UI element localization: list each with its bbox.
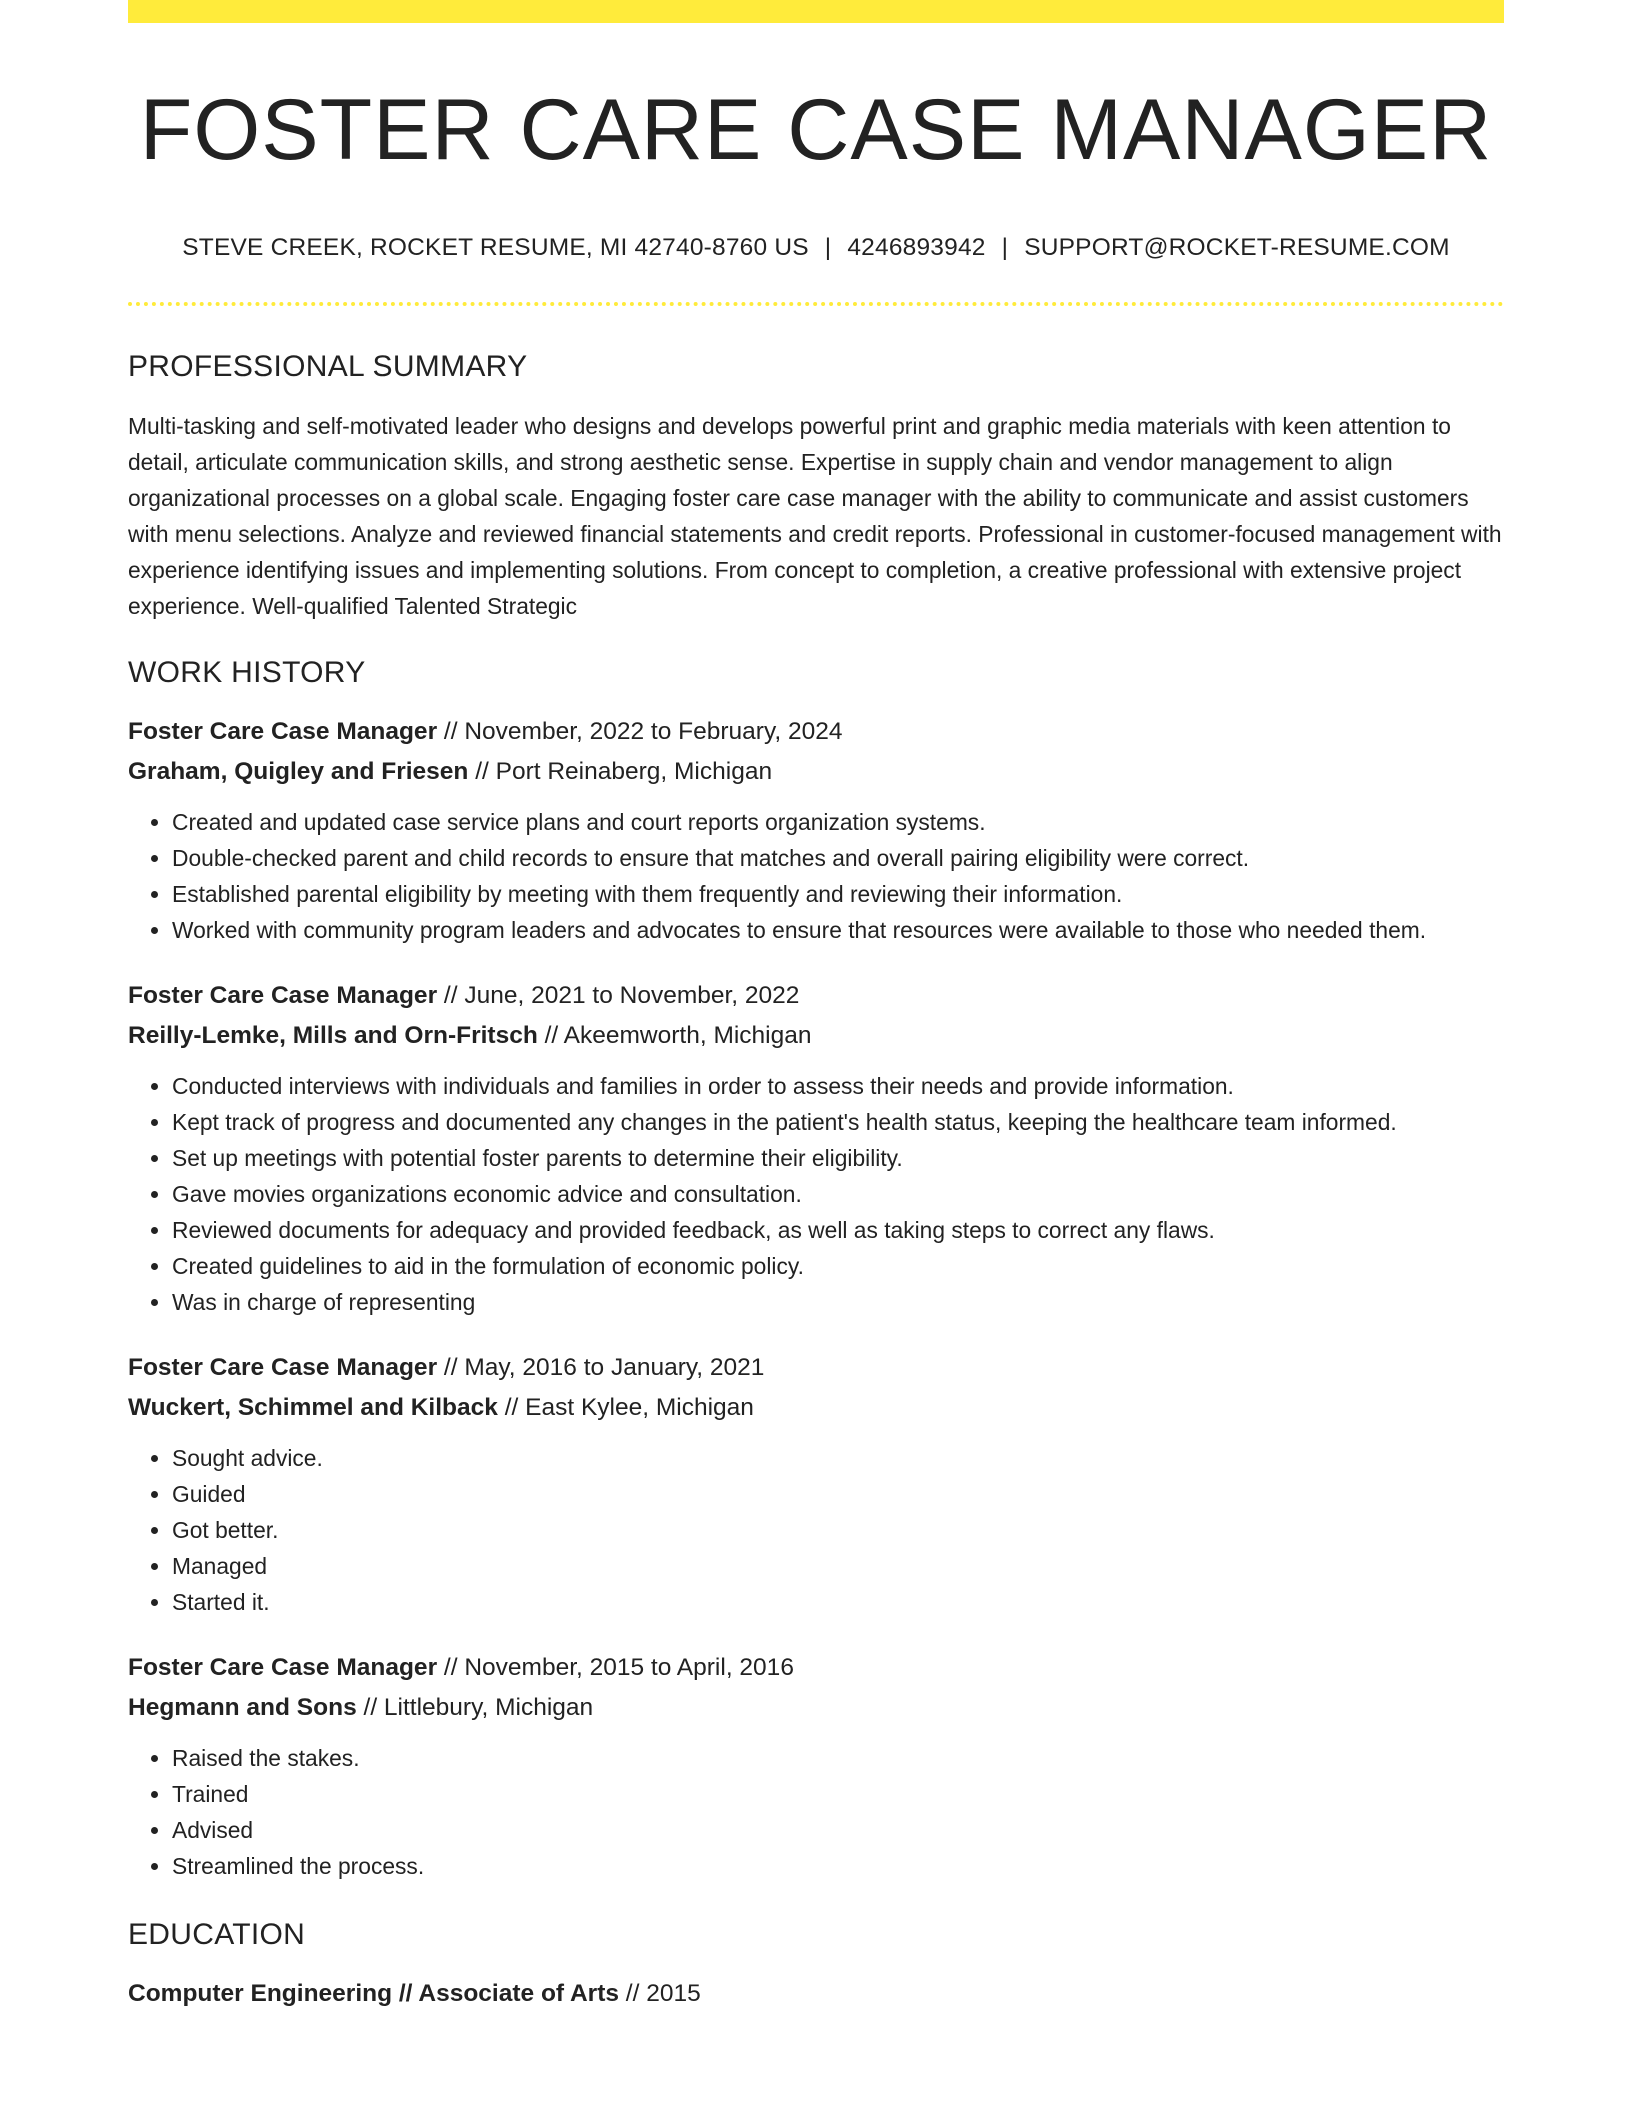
list-item: • Reviewed documents for adequacy and provided feedback, as well as taking steps to correct any flaws. [172, 1212, 1504, 1248]
contact-separator: | [824, 233, 832, 261]
education-entry [128, 1974, 1504, 2014]
job-bullets [128, 1068, 1504, 1320]
job-title: Foster Care Case Manager [128, 1653, 438, 1681]
job-location: // Littlebury, Michigan [356, 1693, 594, 1721]
list-item: • Raised the stakes. [172, 1740, 1504, 1776]
job-title: Foster Care Case Manager [128, 1353, 438, 1381]
contact-line [128, 234, 1504, 262]
education-degree: Computer Engineering // Associate of Arts [128, 1979, 619, 2007]
job-title-line [128, 712, 1504, 752]
education-year: // 2015 [618, 1979, 701, 2007]
job-entry [128, 1348, 1504, 1620]
list-item: • Established parental eligibility by meeting with them frequently and reviewing their information. [172, 876, 1504, 912]
list-item: • Double-checked parent and child records to ensure that matches and overall pairing eligibility were correct. [172, 840, 1504, 876]
list-item: • Gave movies organizations economic advice and consultation. [172, 1176, 1504, 1212]
job-title: Foster Care Case Manager [128, 981, 438, 1009]
summary-heading: PROFESSIONAL SUMMARY [128, 349, 528, 383]
job-bullets [128, 1440, 1504, 1620]
work-history-section [128, 656, 1504, 1884]
job-company-line [128, 752, 1504, 792]
list-item: • Created and updated case service plans and court reports organization systems. [172, 804, 1504, 840]
list-item: • Streamlined the process. [172, 1848, 1504, 1884]
list-item: • Got better. [172, 1512, 1504, 1548]
accent-bar [128, 0, 1504, 23]
summary-section [128, 350, 1504, 624]
list-item: • Started it. [172, 1584, 1504, 1620]
job-dates: // November, 2022 to February, 2024 [437, 717, 843, 745]
contact-address: STEVE CREEK, ROCKET RESUME, MI 42740-8760 US [182, 233, 809, 261]
job-company: Graham, Quigley and Friesen [128, 757, 469, 785]
section-divider [128, 302, 1504, 306]
job-location: // East Kylee, Michigan [497, 1393, 754, 1421]
job-dates: // May, 2016 to January, 2021 [437, 1353, 765, 1381]
job-location: // Akeemworth, Michigan [537, 1021, 812, 1049]
job-bullets [128, 1740, 1504, 1884]
job-company: Reilly-Lemke, Mills and Orn-Fritsch [128, 1021, 538, 1049]
list-item: • Conducted interviews with individuals and families in order to assess their needs and provide information. [172, 1068, 1504, 1104]
job-entry [128, 712, 1504, 948]
list-item: • Set up meetings with potential foster parents to determine their eligibility. [172, 1140, 1504, 1176]
list-item: • Kept track of progress and documented any changes in the patient's health status, keeping the healthcare team informed. [172, 1104, 1504, 1140]
job-dates: // November, 2015 to April, 2016 [437, 1653, 794, 1681]
contact-email: SUPPORT@ROCKET-RESUME.COM [1024, 233, 1450, 261]
contact-separator: | [1001, 233, 1009, 261]
job-entry [128, 976, 1504, 1320]
job-company: Wuckert, Schimmel and Kilback [128, 1393, 498, 1421]
job-title-line [128, 1348, 1504, 1388]
job-company-line [128, 1688, 1504, 1728]
list-item: • Trained [172, 1776, 1504, 1812]
list-item: • Managed [172, 1548, 1504, 1584]
job-dates: // June, 2021 to November, 2022 [437, 981, 800, 1009]
list-item: • Advised [172, 1812, 1504, 1848]
job-title: Foster Care Case Manager [128, 717, 438, 745]
job-entry [128, 1648, 1504, 1884]
list-item: • Was in charge of representing [172, 1284, 1504, 1320]
job-company-line [128, 1016, 1504, 1056]
job-bullets [128, 804, 1504, 948]
list-item: • Sought advice. [172, 1440, 1504, 1476]
list-item: • Worked with community program leaders and advocates to ensure that resources were available to those who needed them. [172, 912, 1504, 948]
summary-text: Multi-tasking and self-motivated leader who designs and develops powerful print and graphic media materials with keen attention to detail, articulate communication skills, and strong aesthetic sense. Expertise in supply chain and vendor management to align organizational processes on a global scale. Engaging foster care case manager with the ability to communicate and assist customers with menu selections. Analyze and reviewed financial statements and credit reports. Professional in customer-focused management with experience identifying issues and implementing solutions. From concept to completion, a creative professional with extensive project experience. Well-qualified Talented Strategic [128, 412, 1502, 619]
job-company: Hegmann and Sons [128, 1693, 357, 1721]
job-location: // Port Reinaberg, Michigan [468, 757, 773, 785]
education-section [128, 1918, 1504, 2014]
list-item: • Created guidelines to aid in the formulation of economic policy. [172, 1248, 1504, 1284]
job-company-line [128, 1388, 1504, 1428]
list-item: • Guided [172, 1476, 1504, 1512]
contact-phone: 4246893942 [847, 233, 986, 261]
job-title-line [128, 1648, 1504, 1688]
page-title: FOSTER CARE CASE MANAGER [139, 82, 1493, 178]
resume-page [128, 0, 1504, 2014]
job-title-line [128, 976, 1504, 1016]
work-history-heading: WORK HISTORY [128, 655, 366, 689]
education-heading: EDUCATION [128, 1917, 306, 1951]
